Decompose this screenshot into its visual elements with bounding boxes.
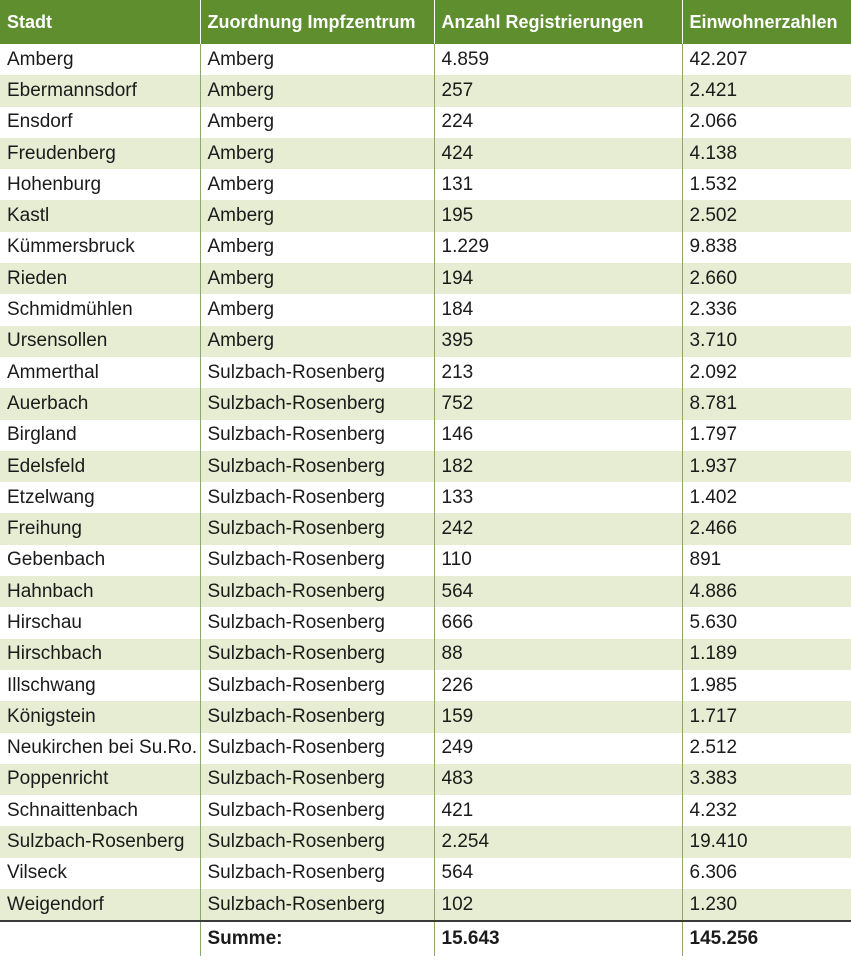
header-row <box>0 0 851 44</box>
cell-stadt: Freihung <box>0 513 200 544</box>
table-row <box>0 200 851 231</box>
cell-registrierungen: 1.229 <box>434 232 682 263</box>
cell-stadt: Poppenricht <box>0 764 200 795</box>
cell-stadt: Freudenberg <box>0 138 200 169</box>
cell-registrierungen: 213 <box>434 357 682 388</box>
cell-registrierungen: 133 <box>434 482 682 513</box>
cell-impfzentrum: Amberg <box>200 200 434 231</box>
cell-impfzentrum: Sulzbach-Rosenberg <box>200 889 434 921</box>
cell-registrierungen: 224 <box>434 107 682 138</box>
cell-stadt: Amberg <box>0 44 200 75</box>
cell-impfzentrum: Amberg <box>200 138 434 169</box>
cell-einwohner: 1.985 <box>682 670 851 701</box>
cell-stadt: Hahnbach <box>0 576 200 607</box>
cell-registrierungen: 564 <box>434 858 682 889</box>
cell-stadt: Schnaittenbach <box>0 795 200 826</box>
cell-stadt: Birgland <box>0 420 200 451</box>
table-row <box>0 607 851 638</box>
cell-registrierungen: 159 <box>434 701 682 732</box>
cell-impfzentrum: Amberg <box>200 232 434 263</box>
cell-registrierungen: 110 <box>434 545 682 576</box>
table-row <box>0 232 851 263</box>
cell-einwohner: 2.092 <box>682 357 851 388</box>
cell-einwohner: 6.306 <box>682 858 851 889</box>
cell-stadt: Hirschbach <box>0 639 200 670</box>
table-row <box>0 420 851 451</box>
cell-stadt: Vilseck <box>0 858 200 889</box>
cell-stadt: Edelsfeld <box>0 451 200 482</box>
cell-registrierungen: 146 <box>434 420 682 451</box>
cell-impfzentrum: Sulzbach-Rosenberg <box>200 482 434 513</box>
cell-registrierungen: 88 <box>434 639 682 670</box>
cell-einwohner: 1.230 <box>682 889 851 921</box>
cell-einwohner: 42.207 <box>682 44 851 75</box>
table-row <box>0 357 851 388</box>
table-row <box>0 513 851 544</box>
cell-registrierungen: 184 <box>434 294 682 325</box>
cell-impfzentrum: Sulzbach-Rosenberg <box>200 357 434 388</box>
table-row <box>0 138 851 169</box>
table-row <box>0 545 851 576</box>
cell-impfzentrum: Sulzbach-Rosenberg <box>200 639 434 670</box>
cell-registrierungen: 666 <box>434 607 682 638</box>
cell-einwohner: 2.502 <box>682 200 851 231</box>
cell-einwohner: 2.066 <box>682 107 851 138</box>
cell-einwohner: 2.660 <box>682 263 851 294</box>
cell-stadt: Illschwang <box>0 670 200 701</box>
cell-stadt: Hohenburg <box>0 169 200 200</box>
cell-stadt: Gebenbach <box>0 545 200 576</box>
cell-einwohner: 2.512 <box>682 733 851 764</box>
table-row <box>0 826 851 857</box>
table-row <box>0 701 851 732</box>
cell-registrierungen: 195 <box>434 200 682 231</box>
cell-registrierungen: 102 <box>434 889 682 921</box>
cell-einwohner: 1.937 <box>682 451 851 482</box>
cell-einwohner: 4.232 <box>682 795 851 826</box>
cell-impfzentrum: Sulzbach-Rosenberg <box>200 701 434 732</box>
cell-registrierungen: 752 <box>434 388 682 419</box>
cell-registrierungen: 4.859 <box>434 44 682 75</box>
cell-impfzentrum: Sulzbach-Rosenberg <box>200 388 434 419</box>
cell-stadt: Neukirchen bei Su.Ro. <box>0 733 200 764</box>
cell-impfzentrum: Amberg <box>200 169 434 200</box>
cell-stadt: Ebermannsdorf <box>0 75 200 106</box>
cell-einwohner: 1.797 <box>682 420 851 451</box>
table-row <box>0 576 851 607</box>
cell-registrierungen: 564 <box>434 576 682 607</box>
table-row <box>0 733 851 764</box>
cell-einwohner: 891 <box>682 545 851 576</box>
table-row <box>0 294 851 325</box>
cell-impfzentrum: Sulzbach-Rosenberg <box>200 451 434 482</box>
cell-einwohner: 4.138 <box>682 138 851 169</box>
cell-registrierungen: 226 <box>434 670 682 701</box>
cell-stadt: Schmidmühlen <box>0 294 200 325</box>
header-einwohner: Einwohnerzahlen <box>682 0 851 44</box>
cell-impfzentrum: Sulzbach-Rosenberg <box>200 670 434 701</box>
table-row <box>0 670 851 701</box>
cell-einwohner: 1.717 <box>682 701 851 732</box>
table-row <box>0 44 851 75</box>
cell-registrierungen: 242 <box>434 513 682 544</box>
sum-registrierungen: 15.643 <box>434 921 682 956</box>
cell-einwohner: 2.466 <box>682 513 851 544</box>
header-stadt: Stadt <box>0 0 200 44</box>
cell-einwohner: 3.383 <box>682 764 851 795</box>
sum-empty-cell <box>0 921 200 956</box>
cell-registrierungen: 483 <box>434 764 682 795</box>
cell-einwohner: 8.781 <box>682 388 851 419</box>
cell-registrierungen: 194 <box>434 263 682 294</box>
cell-stadt: Sulzbach-Rosenberg <box>0 826 200 857</box>
cell-impfzentrum: Sulzbach-Rosenberg <box>200 545 434 576</box>
cell-stadt: Kastl <box>0 200 200 231</box>
cell-einwohner: 19.410 <box>682 826 851 857</box>
cell-impfzentrum: Sulzbach-Rosenberg <box>200 607 434 638</box>
cell-stadt: Etzelwang <box>0 482 200 513</box>
cell-registrierungen: 131 <box>434 169 682 200</box>
cell-registrierungen: 421 <box>434 795 682 826</box>
cell-stadt: Kümmersbruck <box>0 232 200 263</box>
table-row <box>0 858 851 889</box>
cell-stadt: Königstein <box>0 701 200 732</box>
cell-stadt: Weigendorf <box>0 889 200 921</box>
table-row <box>0 482 851 513</box>
cell-einwohner: 4.886 <box>682 576 851 607</box>
cell-einwohner: 1.402 <box>682 482 851 513</box>
table-body <box>0 44 851 921</box>
cell-stadt: Hirschau <box>0 607 200 638</box>
cell-impfzentrum: Sulzbach-Rosenberg <box>200 733 434 764</box>
table-row <box>0 107 851 138</box>
table-row <box>0 75 851 106</box>
cell-impfzentrum: Amberg <box>200 294 434 325</box>
sum-einwohner: 145.256 <box>682 921 851 956</box>
cell-einwohner: 1.189 <box>682 639 851 670</box>
header-impfzentrum: Zuordnung Impfzentrum <box>200 0 434 44</box>
cell-registrierungen: 257 <box>434 75 682 106</box>
cell-registrierungen: 2.254 <box>434 826 682 857</box>
cell-einwohner: 9.838 <box>682 232 851 263</box>
cell-impfzentrum: Sulzbach-Rosenberg <box>200 858 434 889</box>
cell-impfzentrum: Sulzbach-Rosenberg <box>200 764 434 795</box>
table-row <box>0 795 851 826</box>
cell-impfzentrum: Amberg <box>200 75 434 106</box>
cell-impfzentrum: Sulzbach-Rosenberg <box>200 513 434 544</box>
header-registrierungen: Anzahl Registrierungen <box>434 0 682 44</box>
cell-registrierungen: 395 <box>434 326 682 357</box>
cell-einwohner: 2.421 <box>682 75 851 106</box>
cell-stadt: Auerbach <box>0 388 200 419</box>
cell-stadt: Rieden <box>0 263 200 294</box>
cell-stadt: Ammerthal <box>0 357 200 388</box>
cell-registrierungen: 424 <box>434 138 682 169</box>
table-row <box>0 388 851 419</box>
cell-impfzentrum: Sulzbach-Rosenberg <box>200 826 434 857</box>
table-row <box>0 451 851 482</box>
cell-impfzentrum: Amberg <box>200 44 434 75</box>
cell-impfzentrum: Sulzbach-Rosenberg <box>200 420 434 451</box>
sum-row <box>0 921 851 956</box>
cell-impfzentrum: Sulzbach-Rosenberg <box>200 576 434 607</box>
cell-impfzentrum: Amberg <box>200 263 434 294</box>
table-row <box>0 263 851 294</box>
cell-einwohner: 3.710 <box>682 326 851 357</box>
cell-registrierungen: 249 <box>434 733 682 764</box>
cell-impfzentrum: Amberg <box>200 326 434 357</box>
cell-registrierungen: 182 <box>434 451 682 482</box>
cell-einwohner: 5.630 <box>682 607 851 638</box>
sum-label: Summe: <box>200 921 434 956</box>
table-row <box>0 169 851 200</box>
table-row <box>0 326 851 357</box>
cell-stadt: Ensdorf <box>0 107 200 138</box>
table-row <box>0 889 851 921</box>
cell-impfzentrum: Amberg <box>200 107 434 138</box>
cell-einwohner: 1.532 <box>682 169 851 200</box>
cell-einwohner: 2.336 <box>682 294 851 325</box>
table-row <box>0 639 851 670</box>
table-row <box>0 764 851 795</box>
cell-impfzentrum: Sulzbach-Rosenberg <box>200 795 434 826</box>
cell-stadt: Ursensollen <box>0 326 200 357</box>
